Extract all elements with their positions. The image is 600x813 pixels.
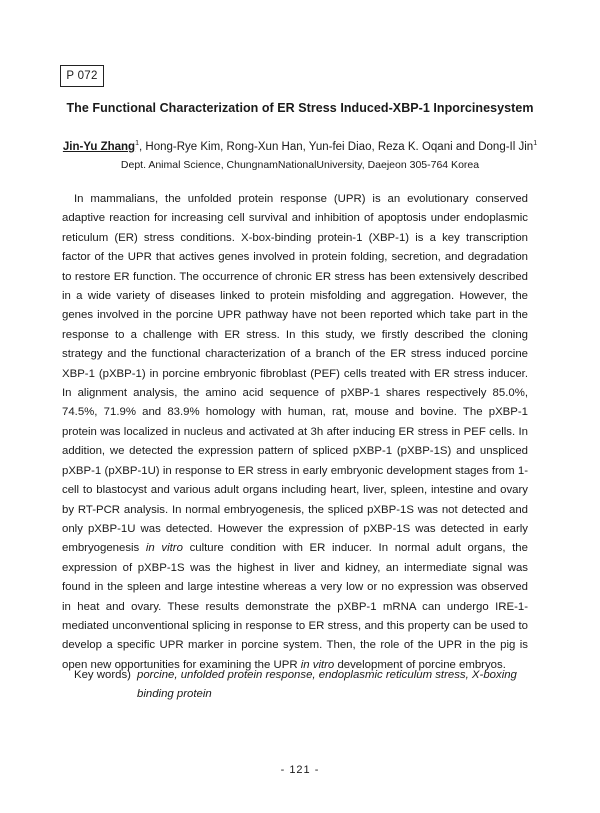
poster-id-box [60,65,104,87]
keywords-section [74,666,528,704]
keywords-text: porcine, unfolded protein response, endoplasmic reticulum stress, X-boxing binding protein [137,669,517,700]
abstract [62,190,528,675]
abstract-text-part-3: development of porcine embryos. [334,658,506,671]
affiliation: Dept. Animal Science, ChungnamNationalUniversity, Daejeon 305-764 Korea [120,159,480,171]
author-list [30,141,570,153]
page-number: - 121 - [280,764,320,776]
keywords-label: Key words) [74,669,131,681]
abstract-text-part-1: In mammalians, the unfolded protein response (UPR) is an evolutionary conserved adaptive reaction for increasing cell survival and inhibition of apoptosis under endoplasmic reticulum (ER) stress conditions. X-box-binding protein-1 (XBP-1) is a key transcription factor of the UPR that actives genes involved in protein folding, secretion, and degradation to restore ER function. The occurrence of chronic ER stress has been extensively described in a wide variety of diseases linked to protein misfolding and aggregation. However, the genes involved in the porcine UPR pathway have not been reported which take part in the response to a challenge with ER stress. In this study, we firstly described the cloning strategy and the functional characterization of a branch of the ER stress induced porcine XBP-1 (pXBP-1) in porcine embryonic fibroblast (PEF) cells treated with ER stress inducer. In alignment analysis, the amino acid sequence of pXBP-1 shares respectively 85.0%, 74.5%, 71.9% and 83.9% homology with human, rat, mouse and bovine. The pXBP-1 protein was localized in nucleus and activated at 3h after inducing ER stress in PEF cells. In addition, we detected the expression pattern of spliced pXBP-1 (pXBP-1S) and unspliced pXBP-1 (pXBP-1U) in response to ER stress in early embryonic development stages from 1-cell to blastocyst and various adult organs including heart, liver, spleen, intestine and ovary by RT-PCR analysis. In normal embryogenesis, the spliced pXBP-1S was not detected and only pXBP-1U was detected. However the expression of pXBP-1S was detected in early embryogenesis [62,193,528,555]
poster-id: P 072 [66,70,98,82]
paper-title: The Functional Characterization of ER Stress Induced-XBP-1 Inporcinesystem [66,101,534,115]
last-author-affiliation-mark: 1 [533,140,538,148]
abstract-paragraph [62,190,528,675]
first-author: Jin-Yu Zhang [62,141,136,153]
abstract-text-part-2: culture condition with ER inducer. In normal adult organs, the expression of pXBP-1S was the highest in liver and kidney, an intermediate signal was found in the spleen and large intestine whereas a very low or no expression was observed in heat and ovary. These results demonstrate the pXBP-1 mRNA can undergo IRE-1-mediated unconventional splicing in response to ER stress, and this property can be used to develop a specific UPR marker in porcine system. Then, the role of the UPR in the pig is open new opportunities for examining the UPR [62,542,528,671]
abstract-italic-2: in vitro [300,658,335,671]
first-author-affiliation-mark: 1 [135,140,139,148]
abstract-italic-1: in vitro [145,542,183,555]
coauthors: , Hong-Rye Kim, Rong-Xun Han, Yun-fei Diao, Reza K. Oqani and Dong-Il Jin [139,141,534,153]
